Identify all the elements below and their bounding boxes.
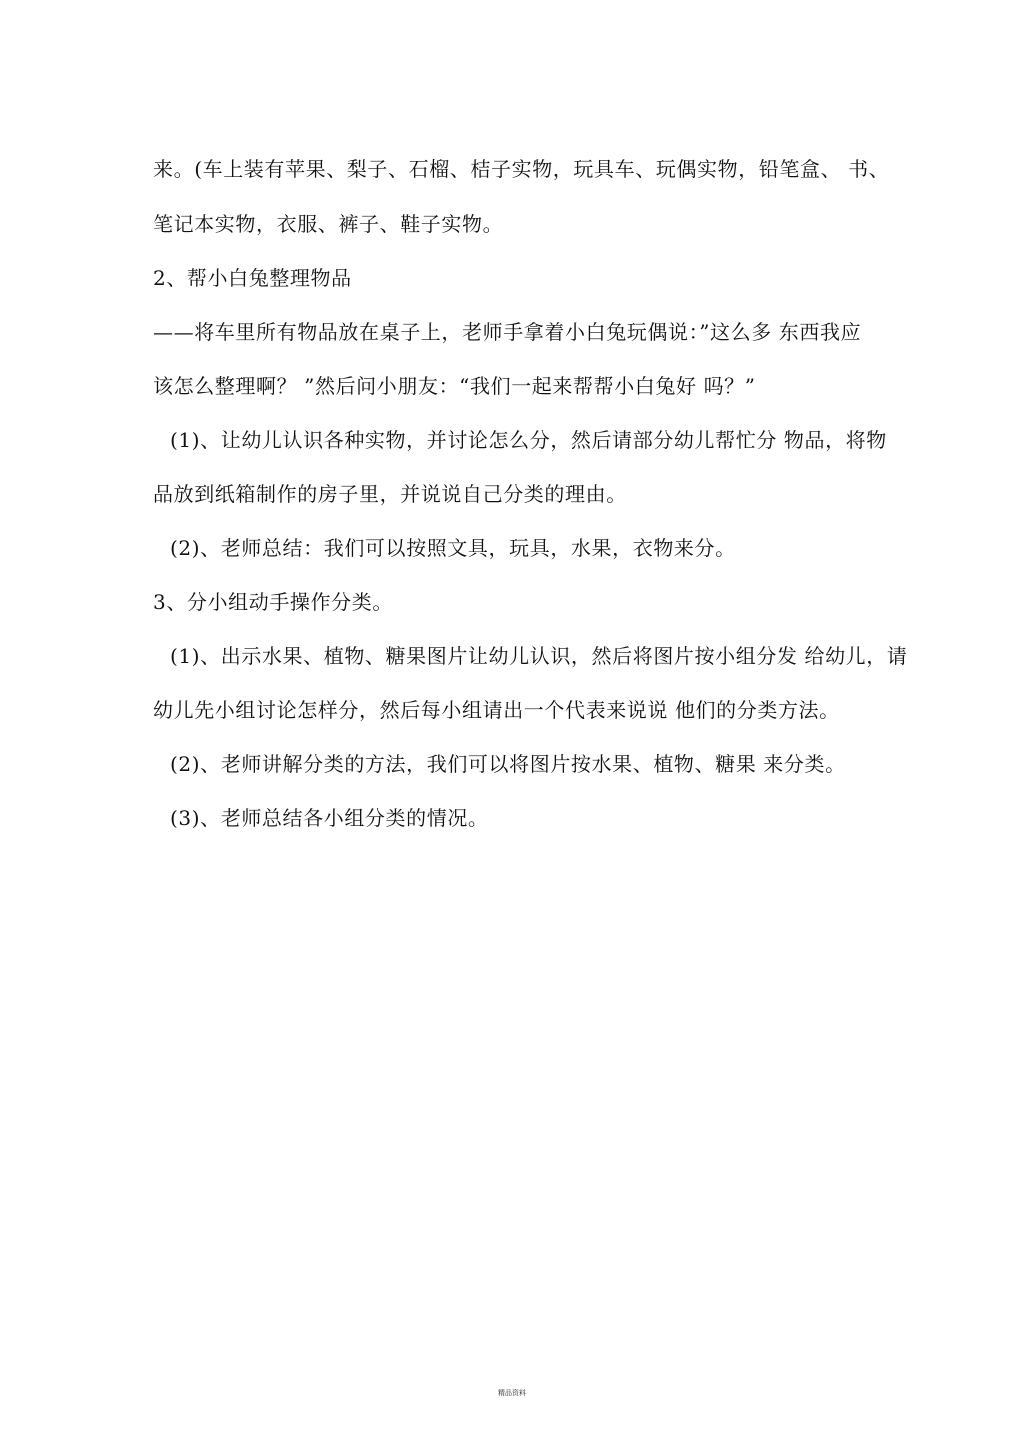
section-heading: 3、分小组动手操作分类。 <box>153 590 393 614</box>
list-item: (2)、老师讲解分类的方法，我们可以将图片按水果、植物、糖果 来分类。 <box>170 752 846 776</box>
list-item: (2)、老师总结：我们可以按照文具，玩具，水果，衣物来分。 <box>170 536 736 560</box>
page-footer: 精品资料 <box>498 1389 526 1397</box>
paragraph-line: 来。(车上装有苹果、梨子、石榴、桔子实物，玩具车、玩偶实物，铅笔盒、 书、 <box>153 157 890 181</box>
paragraph-line: 该怎么整理啊？ ”然后问小朋友：“我们一起来帮帮小白兔好 吗？” <box>153 374 756 398</box>
list-item: (1)、出示水果、植物、糖果图片让幼儿认识，然后将图片按小组分发 给幼儿，请 <box>170 644 908 668</box>
section-heading: 2、帮小白兔整理物品 <box>153 266 352 290</box>
list-item: (3)、老师总结各小组分类的情况。 <box>170 806 489 830</box>
paragraph-line: ——将车里所有物品放在桌子上，老师手拿着小白兔玩偶说：”这么多 东西我应 <box>153 320 862 344</box>
paragraph-line: 笔记本实物，衣服、裤子、鞋子实物。 <box>153 212 504 236</box>
list-item: (1)、让幼儿认识各种实物，并讨论怎么分，然后请部分幼儿帮忙分 物品，将物 <box>170 428 887 452</box>
paragraph-line: 幼儿先小组讨论怎样分，然后每小组请出一个代表来说说 他们的分类方法。 <box>153 698 840 722</box>
paragraph-line: 品放到纸箱制作的房子里，并说说自己分类的理由。 <box>153 482 627 506</box>
